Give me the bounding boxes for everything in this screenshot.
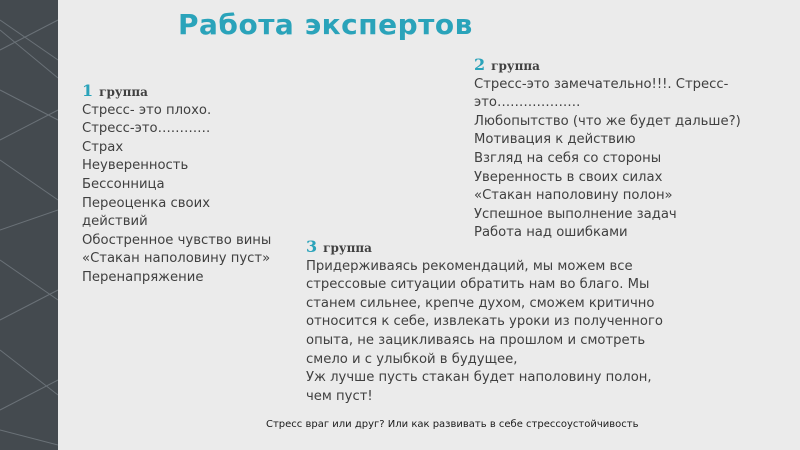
group-1-line: Переоценка своих bbox=[82, 195, 210, 211]
group-1-word: группа bbox=[99, 85, 148, 99]
group-3-line: Придерживаясь рекомендаций, мы можем все bbox=[306, 258, 633, 274]
group-3-line: стрессовые ситуации обратить нам во благо. Мы bbox=[306, 277, 650, 293]
group-2-heading bbox=[474, 56, 741, 76]
decorative-side-panel bbox=[0, 0, 58, 450]
group-2-word: группа bbox=[491, 59, 540, 73]
group-3-line: станем сильнее, крепче духом, сможем критично bbox=[306, 295, 655, 311]
group-1-line: «Стакан наполовину пуст» bbox=[82, 251, 271, 267]
group-1-line: Стресс-это………… bbox=[82, 121, 211, 137]
group-3-line: Уж лучше пусть стакан будет наполовину полон, bbox=[306, 370, 652, 386]
group-2-block bbox=[474, 56, 741, 243]
group-2-line: Уверенность в своих силах bbox=[474, 169, 663, 185]
group-2-line: «Стакан наполовину полон» bbox=[474, 188, 673, 204]
group-1-line: Стресс- это плохо. bbox=[82, 102, 212, 118]
group-3-line: опыта, не зацикливаясь на прошлом и смотреть bbox=[306, 332, 646, 348]
group-2-line: Успешное выполнение задач bbox=[474, 206, 677, 222]
group-1-line: действий bbox=[82, 214, 148, 230]
group-3-line: чем пуст! bbox=[306, 388, 373, 404]
group-2-line: Взгляд на себя со стороны bbox=[474, 150, 662, 166]
decorative-lines bbox=[0, 0, 58, 450]
group-1-line: Бессонница bbox=[82, 176, 165, 192]
slide-title: Работа экспертов bbox=[178, 8, 473, 41]
group-2-line: Стресс-это замечательно!!!. Стресс- bbox=[474, 76, 729, 92]
group-2-line: Работа над ошибками bbox=[474, 225, 628, 241]
group-3-heading bbox=[306, 238, 663, 258]
group-1-number: 1 bbox=[82, 81, 94, 100]
group-1-heading bbox=[82, 82, 271, 102]
slide-footer: Стресс враг или друг? Или как развивать в себе стрессоустойчивость bbox=[266, 419, 639, 430]
group-3-word: группа bbox=[323, 241, 372, 255]
group-2-line: Мотивация к действию bbox=[474, 132, 636, 148]
group-3-line: относится к себе, извлекать уроки из полученного bbox=[306, 314, 663, 330]
group-2-line: это………………. bbox=[474, 95, 581, 111]
group-1-line: Неуверенность bbox=[82, 158, 189, 174]
group-1-line: Перенапряжение bbox=[82, 269, 204, 285]
group-3-block bbox=[306, 238, 663, 406]
group-3-number: 3 bbox=[306, 237, 318, 256]
group-2-line: Любопытство (что же будет дальше?) bbox=[474, 113, 741, 129]
group-2-number: 2 bbox=[474, 55, 486, 74]
group-3-line: смело и с улыбкой в будущее, bbox=[306, 351, 518, 367]
group-1-line: Обостренное чувство вины bbox=[82, 232, 272, 248]
group-1-line: Страх bbox=[82, 139, 124, 155]
group-1-block bbox=[82, 82, 271, 288]
